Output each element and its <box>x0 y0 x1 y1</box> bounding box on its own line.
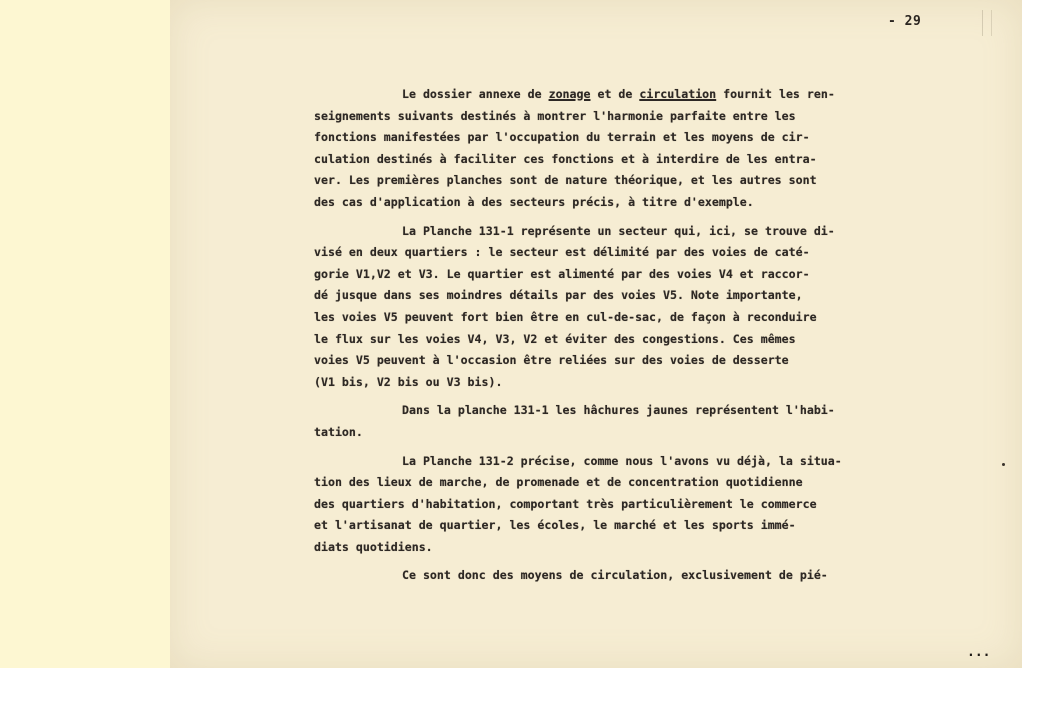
text-line: (V1 bis, V2 bis ou V3 bis). <box>314 374 503 389</box>
text-line: visé en deux quartiers : le secteur est délimité par des voies de caté- <box>314 245 810 260</box>
right-margin-strip <box>1022 0 1040 668</box>
text-line: voies V5 peuvent à l'occasion être reliées sur des voies de desserte <box>314 353 789 368</box>
text-line: culation destinés à faciliter ces fonctions et à interdire de les entra- <box>314 151 817 166</box>
text-line: des quartiers d'habitation, comportant très particulièrement le commerce <box>314 496 817 511</box>
paragraph-5 <box>314 565 936 587</box>
text-line: des cas d'application à des secteurs précis, à titre d'exemple. <box>314 194 754 209</box>
text-line: diats quotidiens. <box>314 539 433 554</box>
text-line: dé jusque dans ses moindres détails par des voies V5. Note importante, <box>314 288 803 303</box>
text-line: gorie V1,V2 et V3. Le quartier est alimenté par des voies V4 et raccor- <box>314 266 810 281</box>
left-margin-strip <box>0 0 170 668</box>
text-line: ver. Les premières planches sont de nature théorique, et les autres sont <box>314 173 817 188</box>
text-line: La Planche 131-2 précise, comme nous l'avons vu déjà, la situa- <box>402 453 842 468</box>
text-line: les voies V5 peuvent fort bien être en cul-de-sac, de façon à reconduire <box>314 309 817 324</box>
paragraph-3 <box>314 400 936 443</box>
text-line: seignements suivants destinés à montrer l'harmonie parfaite entre les <box>314 108 796 123</box>
text-line: Le dossier annexe de zonage et de circulation fournit les ren- <box>402 87 835 101</box>
paragraph-4 <box>314 451 936 559</box>
underlined-term-circulation: circulation <box>639 87 717 101</box>
paragraph-2 <box>314 221 936 394</box>
text-line: fonctions manifestées par l'occupation du terrain et les moyens de cir- <box>314 130 810 145</box>
text-line: et l'artisanat de quartier, les écoles, le marché et les sports immé- <box>314 518 796 533</box>
paper-mark <box>982 10 992 36</box>
text-line: Ce sont donc des moyens de circulation, exclusivement de pié- <box>402 568 828 583</box>
underlined-term-zonage: zonage <box>548 87 591 101</box>
typewritten-page <box>170 0 1022 668</box>
text-line: La Planche 131-1 représente un secteur qui, ici, se trouve di- <box>402 223 835 238</box>
text-line: Dans la planche 131-1 les hâchures jaunes représentent l'habi- <box>402 403 835 418</box>
body-text <box>314 84 936 594</box>
page-number: - 29 <box>888 14 922 29</box>
text-line: le flux sur les voies V4, V3, V2 et éviter des congestions. Ces mêmes <box>314 331 796 346</box>
continuation-mark: ... <box>967 645 991 660</box>
ink-speck <box>1002 463 1005 466</box>
text-line: tion des lieux de marche, de promenade et de concentration quotidienne <box>314 475 803 490</box>
text-line: tation. <box>314 424 363 439</box>
paragraph-1 <box>314 84 936 214</box>
